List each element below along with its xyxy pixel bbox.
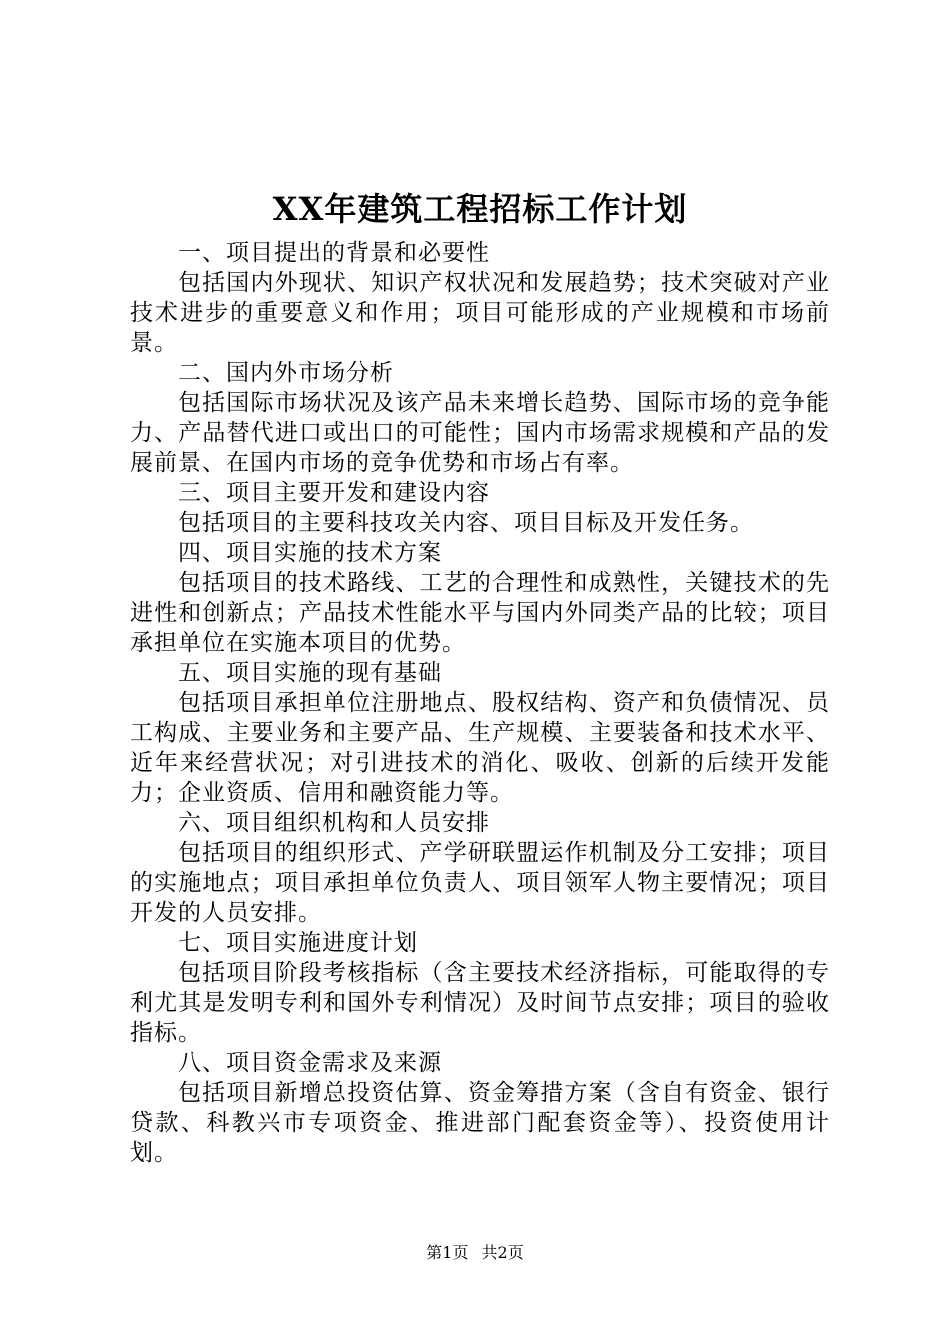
section-heading: 四、项目实施的技术方案: [178, 540, 442, 566]
section-8: [130, 1048, 830, 1168]
section-body: 包括项目的主要科技攻关内容、项目目标及开发任务。: [178, 510, 754, 536]
section-6: [130, 808, 830, 928]
page-total: 共2页: [481, 1243, 524, 1262]
section-heading: 二、国内外市场分析: [178, 360, 394, 386]
section-heading: 六、项目组织机构和人员安排: [178, 810, 490, 836]
section-heading: 八、项目资金需求及来源: [178, 1050, 442, 1076]
page-number: 第1页: [426, 1243, 469, 1262]
section-7: [130, 928, 830, 1048]
section-body: 包括项目新增总投资估算、资金筹措方案（含自有资金、银行贷款、科教兴市专项资金、推进部门配套资金等）、投资使用计划。: [130, 1080, 830, 1166]
section-body: 包括国内外现状、知识产权状况和发展趋势；技术突破对产业技术进步的重要意义和作用；项目可能形成的产业规模和市场前景。: [130, 270, 830, 356]
section-body: 包括项目承担单位注册地点、股权结构、资产和负债情况、员工构成、主要业务和主要产品、生产规模、主要装备和技术水平、近年来经营状况；对引进技术的消化、吸收、创新的后续开发能力；企业资质、信用和融资能力等。: [130, 690, 830, 806]
section-body: 包括国际市场状况及该产品未来增长趋势、国际市场的竞争能力、产品替代进口或出口的可能性；国内市场需求规模和产品的发展前景、在国内市场的竞争优势和市场占有率。: [130, 390, 830, 476]
section-5: [130, 658, 830, 808]
section-body: 包括项目阶段考核指标（含主要技术经济指标，可能取得的专利尤其是发明专利和国外专利情况）及时间节点安排；项目的验收指标。: [130, 960, 830, 1046]
section-4: [130, 538, 830, 658]
page-footer: [0, 1242, 950, 1264]
section-heading: 五、项目实施的现有基础: [178, 660, 442, 686]
section-1: [130, 238, 830, 358]
section-heading: 七、项目实施进度计划: [178, 930, 418, 956]
document-page: [130, 182, 830, 1168]
section-body: 包括项目的技术路线、工艺的合理性和成熟性，关键技术的先进性和创新点；产品技术性能水平与国内外同类产品的比较；项目承担单位在实施本项目的优势。: [130, 570, 830, 656]
document-title: XX年建筑工程招标工作计划: [272, 190, 688, 228]
section-heading: 一、项目提出的背景和必要性: [178, 240, 490, 266]
section-2: [130, 358, 830, 478]
section-3: [130, 478, 830, 538]
section-heading: 三、项目主要开发和建设内容: [178, 480, 490, 506]
section-body: 包括项目的组织形式、产学研联盟运作机制及分工安排；项目的实施地点；项目承担单位负责人、项目领军人物主要情况；项目开发的人员安排。: [130, 840, 830, 926]
